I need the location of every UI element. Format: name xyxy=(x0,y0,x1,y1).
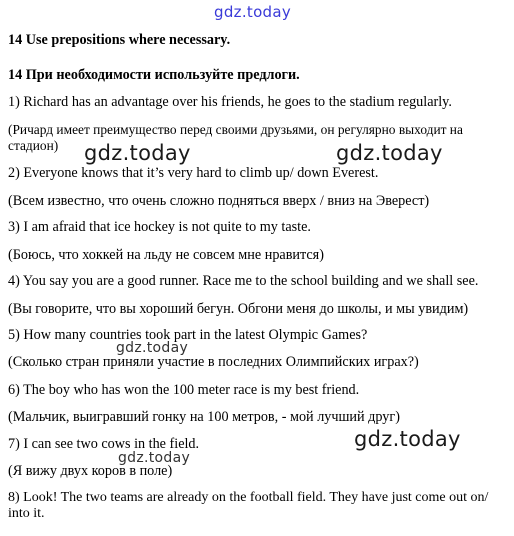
translation-4: (Вы говорите, что вы хороший бегун. Обгони меня до школы, и мы увидим) xyxy=(8,301,469,317)
translation-2: (Всем известно, что очень сложно подняться вверх / вниз на Эверест) xyxy=(8,193,430,209)
translation-1: (Ричард имеет преимущество перед своими друзьями, он регулярно выходит на стадион) xyxy=(8,122,463,153)
exercise-sentence-1: 1) Richard has an advantage over his friends, he goes to the stadium regularly. xyxy=(8,94,452,110)
watermark: gdz.today xyxy=(354,427,461,451)
heading-russian: 14 При необходимости используйте предлоги. xyxy=(8,67,300,83)
translation-7: (Я вижу двух коров в поле) xyxy=(8,463,173,479)
watermark: gdz.today xyxy=(336,141,443,165)
exercise-sentence-3: 3) I am afraid that ice hockey is not quite to my taste. xyxy=(8,219,311,235)
heading-english: 14 Use prepositions where necessary. xyxy=(8,32,231,48)
watermark: gdz.today xyxy=(118,450,191,466)
exercise-sentence-5: 5) How many countries took part in the latest Olympic Games? xyxy=(8,327,368,343)
watermark: gdz.today xyxy=(116,340,189,356)
exercise-sentence-8: 8) Look! The two teams are already on the football field. They have just come out on/ into it. xyxy=(8,490,489,521)
translation-5: (Сколько стран приняли участие в последних Олимпийских играх?) xyxy=(8,354,419,370)
watermark: gdz.today xyxy=(84,141,191,165)
watermark-top: gdz.today xyxy=(214,3,292,21)
exercise-sentence-6: 6) The boy who has won the 100 meter race is my best friend. xyxy=(8,382,360,398)
exercise-sentence-4: 4) You say you are a good runner. Race me to the school building and we shall see. xyxy=(8,273,479,289)
exercise-sentence-7: 7) I can see two cows in the field. xyxy=(8,436,200,452)
translation-3: (Боюсь, что хоккей на льду не совсем мне нравится) xyxy=(8,247,324,263)
translation-6: (Мальчик, выигравший гонку на 100 метров, - мой лучший друг) xyxy=(8,409,400,425)
exercise-sentence-2: 2) Everyone knows that it’s very hard to climb up/ down Everest. xyxy=(8,165,379,181)
